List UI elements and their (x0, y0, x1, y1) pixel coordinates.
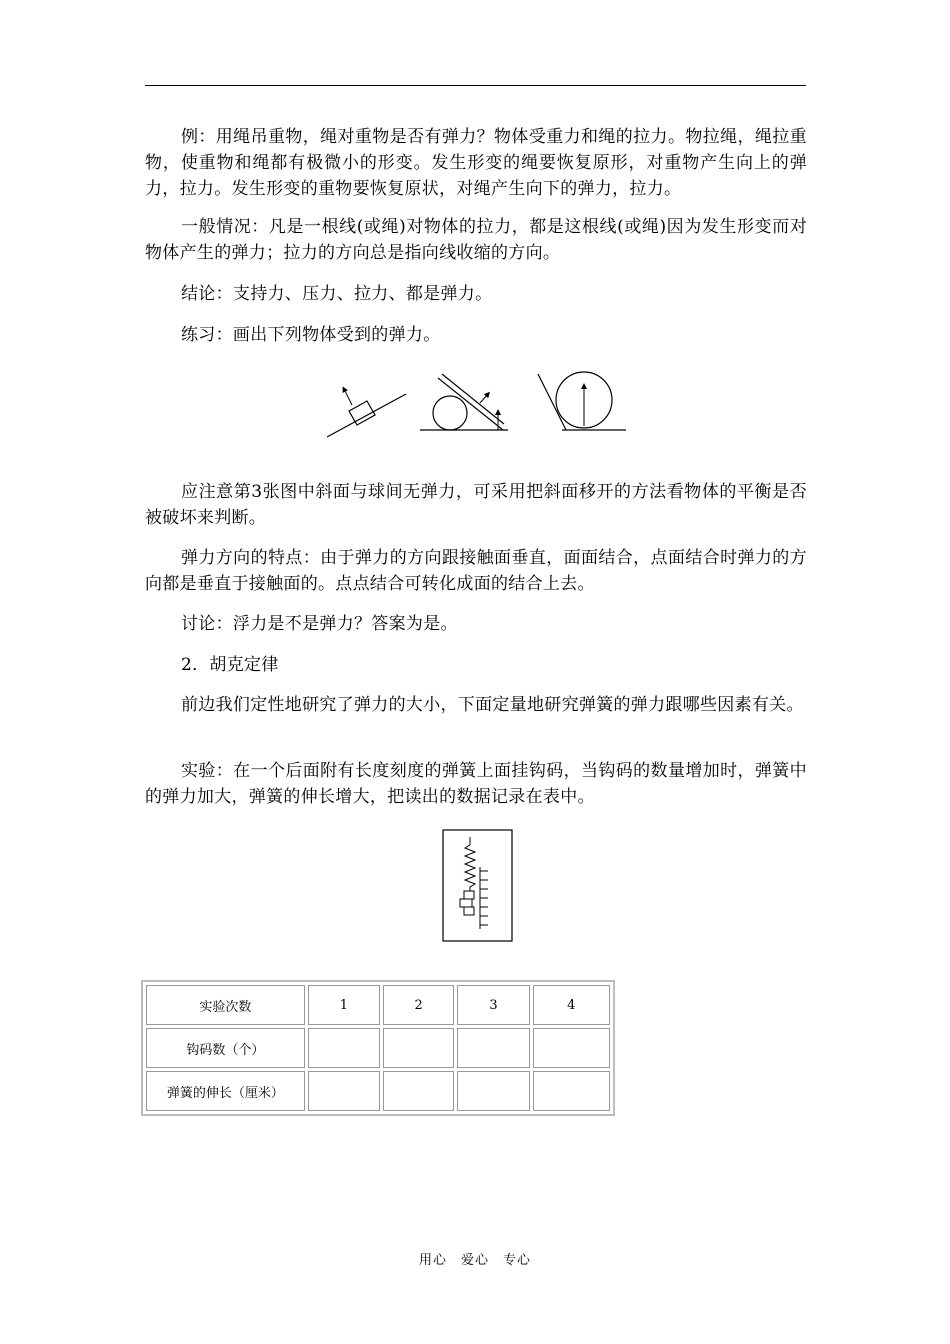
table-cell (308, 1028, 380, 1068)
table-cell (457, 1071, 529, 1111)
paragraph-note-third-figure: 应注意第3张图中斜面与球间无弹力，可采用把斜面移开的方法看物体的平衡是否被破坏来判断。 (145, 482, 807, 528)
paragraph-quantitative: 前边我们定性地研究了弹力的大小，下面定量地研究弹簧的弹力跟哪些因素有关。 (181, 695, 804, 715)
figure-ball-in-corner (538, 372, 626, 430)
table-row (146, 1028, 610, 1068)
figure-block-on-incline (327, 389, 406, 437)
paragraph-elastic-direction: 弹力方向的特点：由于弹力的方向跟接触面垂直，面面结合，点面结合时弹力的方向都是垂直于接触面的。点点结合可转化成面的结合上去。 (145, 548, 807, 594)
figure-ball-and-board (420, 374, 508, 430)
table-header-row (146, 985, 610, 1025)
exercise-figures (320, 368, 630, 440)
table-header-cell: 1 (308, 985, 380, 1025)
table-cell (533, 1071, 610, 1111)
table-header-cell: 实验次数 (146, 985, 305, 1025)
table-cell (457, 1028, 529, 1068)
table-row-label: 钩码数（个） (146, 1028, 305, 1068)
table-header-cell: 2 (383, 985, 454, 1025)
paragraph-discussion: 讨论：浮力是不是弹力？答案为是。 (181, 614, 458, 634)
table-cell (383, 1071, 454, 1111)
paragraph-general-case: 一般情况：凡是一根线(或绳)对物体的拉力，都是这根线(或绳)因为发生形变而对物体产生的弹力；拉力的方向总是指向线收缩的方向。 (145, 217, 807, 263)
paragraph-exercise: 练习：画出下列物体受到的弹力。 (181, 325, 441, 345)
experiment-table (141, 980, 615, 1116)
paragraph-conclusion: 结论：支持力、压力、拉力、都是弹力。 (181, 284, 493, 304)
paragraph-experiment: 实验：在一个后面附有长度刻度的弹簧上面挂钩码，当钩码的数量增加时，弹簧中的弹力加大，弹簧的伸长增大，把读出的数据记录在表中。 (145, 761, 807, 807)
table-row (146, 1071, 610, 1111)
page-footer: 用心 爱心 专心 (418, 1253, 531, 1268)
table-header-cell: 3 (457, 985, 529, 1025)
table-cell (383, 1028, 454, 1068)
paragraph-example-rope: 例：用绳吊重物，绳对重物是否有弹力？物体受重力和绳的拉力。物拉绳，绳拉重物，使重物和绳都有极微小的形变。发生形变的绳要恢复原形，对重物产生向上的弹力，拉力。发生形变的重物要恢复原状，对绳产生向下的弹力，拉力。 (145, 127, 807, 199)
spring-scale-figure (442, 829, 514, 943)
table-row-label: 弹簧的伸长（厘米） (146, 1071, 305, 1111)
table-cell (308, 1071, 380, 1111)
section-heading-hooke: 2．胡克定律 (181, 655, 279, 675)
header-rule (145, 85, 806, 86)
table-header-cell: 4 (533, 985, 610, 1025)
table-cell (533, 1028, 610, 1068)
